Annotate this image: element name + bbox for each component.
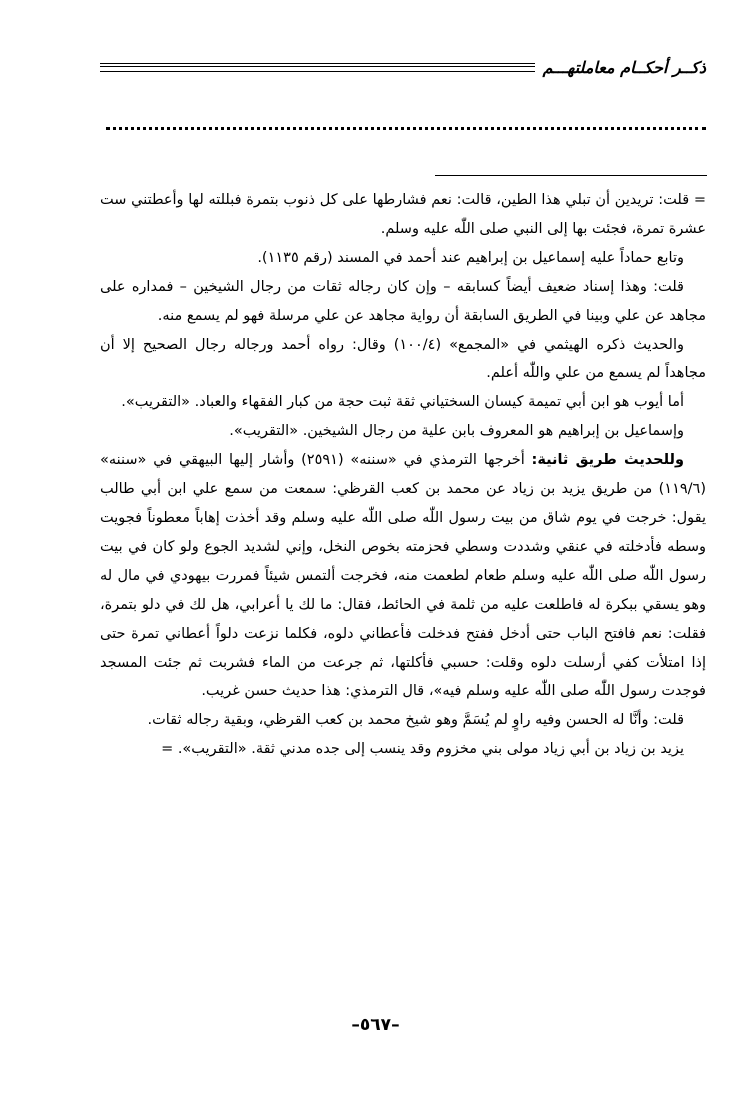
paragraph: قلت: وأنَّا له الحسن وفيه راوٍ لم يُسَمَّ وهو شيخ محمد بن كعب القرظي، وبقية رجاله ثقات. (147, 712, 684, 729)
footnote-rule (435, 175, 707, 176)
paragraph: = قلت: تريدين أن تبلي هذا الطين، قالت: نعم فشارطها على كل ذنوب بتمرة فبللته لها وأعطتني ست عشرة تمرة، فجئت بها إلى النبي صلى اللّٰه عليه وسلم. (100, 192, 706, 237)
paragraph-lead: وللحديث طريق ثانية: (531, 452, 684, 469)
paragraph: قلت: وهذا إسناد ضعيف أيضاً كسابقه – وإن كان رجاله ثقات من رجال الشيخين – فمداره على مجاهد عن علي وبينا في الطريق السابقة أن رواية مجاهد عن علي مرسلة فهو لم يسمع منه. (100, 278, 706, 324)
paragraph: يزيد بن زياد بن أبي زياد مولى بني مخزوم وقد ينسب إلى جده مدني ثقة. «التقريب». = (161, 741, 684, 758)
paragraph: أما أيوب هو ابن أبي تميمة كيسان السختياني ثقة ثبت حجة من كبار الفقهاء والعباد. «التقريب». (121, 394, 684, 411)
paragraph (100, 446, 706, 706)
paragraph: وإسماعيل بن إبراهيم هو المعروف بابن علية من رجال الشيخين. «التقريب». (229, 423, 684, 440)
paragraph-body: أخرجها الترمذي في «سننه» (٢٥٩١) وأشار إليها البيهقي في «سننه» (١١٩/٦) من طريق يزيد بن زياد عن محمد بن كعب القرظي: سمعت من سمع علي ابن أبي طالب يقول: خرجت في يوم شاق من بيت رسول اللّٰه صلى اللّٰه عليه وسلم وقد أخذت إهاباً معطوناً فجويت وسطه فأدخلته في عنقي وشددت وسطي فحزمته بخوص النخل، وإني لشديد الجوع ولو كان في بيت رسول اللّٰه صلى اللّٰه عليه وسلم طعام لطعمت منه، فخرجت ألتمس شيئاً فمررت بيهودي في مال له وهو يسقي ببكرة له فاطلعت عليه من ثلمة في الحائط، فقال: ما لك يا أعرابي، هل لك في دلو بتمرة، فقلت: نعم فافتح الباب حتى أدخل ففتح فدخلت فأعطاني دلوه، فكلما نزعت دلواً أعطاني تمرة حتى إذا امتلأت كفي أرسلت دلوه وقلت: حسبي فأكلتها، ثم جرعت من الماء فشربت ثم جئت المسجد فوجدت رسول اللّٰه صلى اللّٰه عليه وسلم فيه»، قال الترمذي: هذا حديث حسن غريب. (100, 452, 706, 700)
page-number: –٥٦٧– (351, 1015, 400, 1035)
dotted-separator (106, 127, 706, 130)
paragraph: وتابع حماداً عليه إسماعيل بن إبراهيم عند أحمد في المسند (رقم ١١٣٥). (257, 249, 684, 266)
footnote-text (100, 186, 706, 764)
header-rule (100, 63, 535, 72)
paragraph: والحديث ذكره الهيثمي في «المجمع» (١٠٠/٤) وقال: رواه أحمد ورجاله رجال الصحيح إلا أن مجاهداً لم يسمع من علي واللّٰه أعلم. (100, 336, 706, 382)
running-header (100, 56, 706, 78)
chapter-title: ذكــر أحكــام معاملتهـــم (542, 57, 706, 77)
